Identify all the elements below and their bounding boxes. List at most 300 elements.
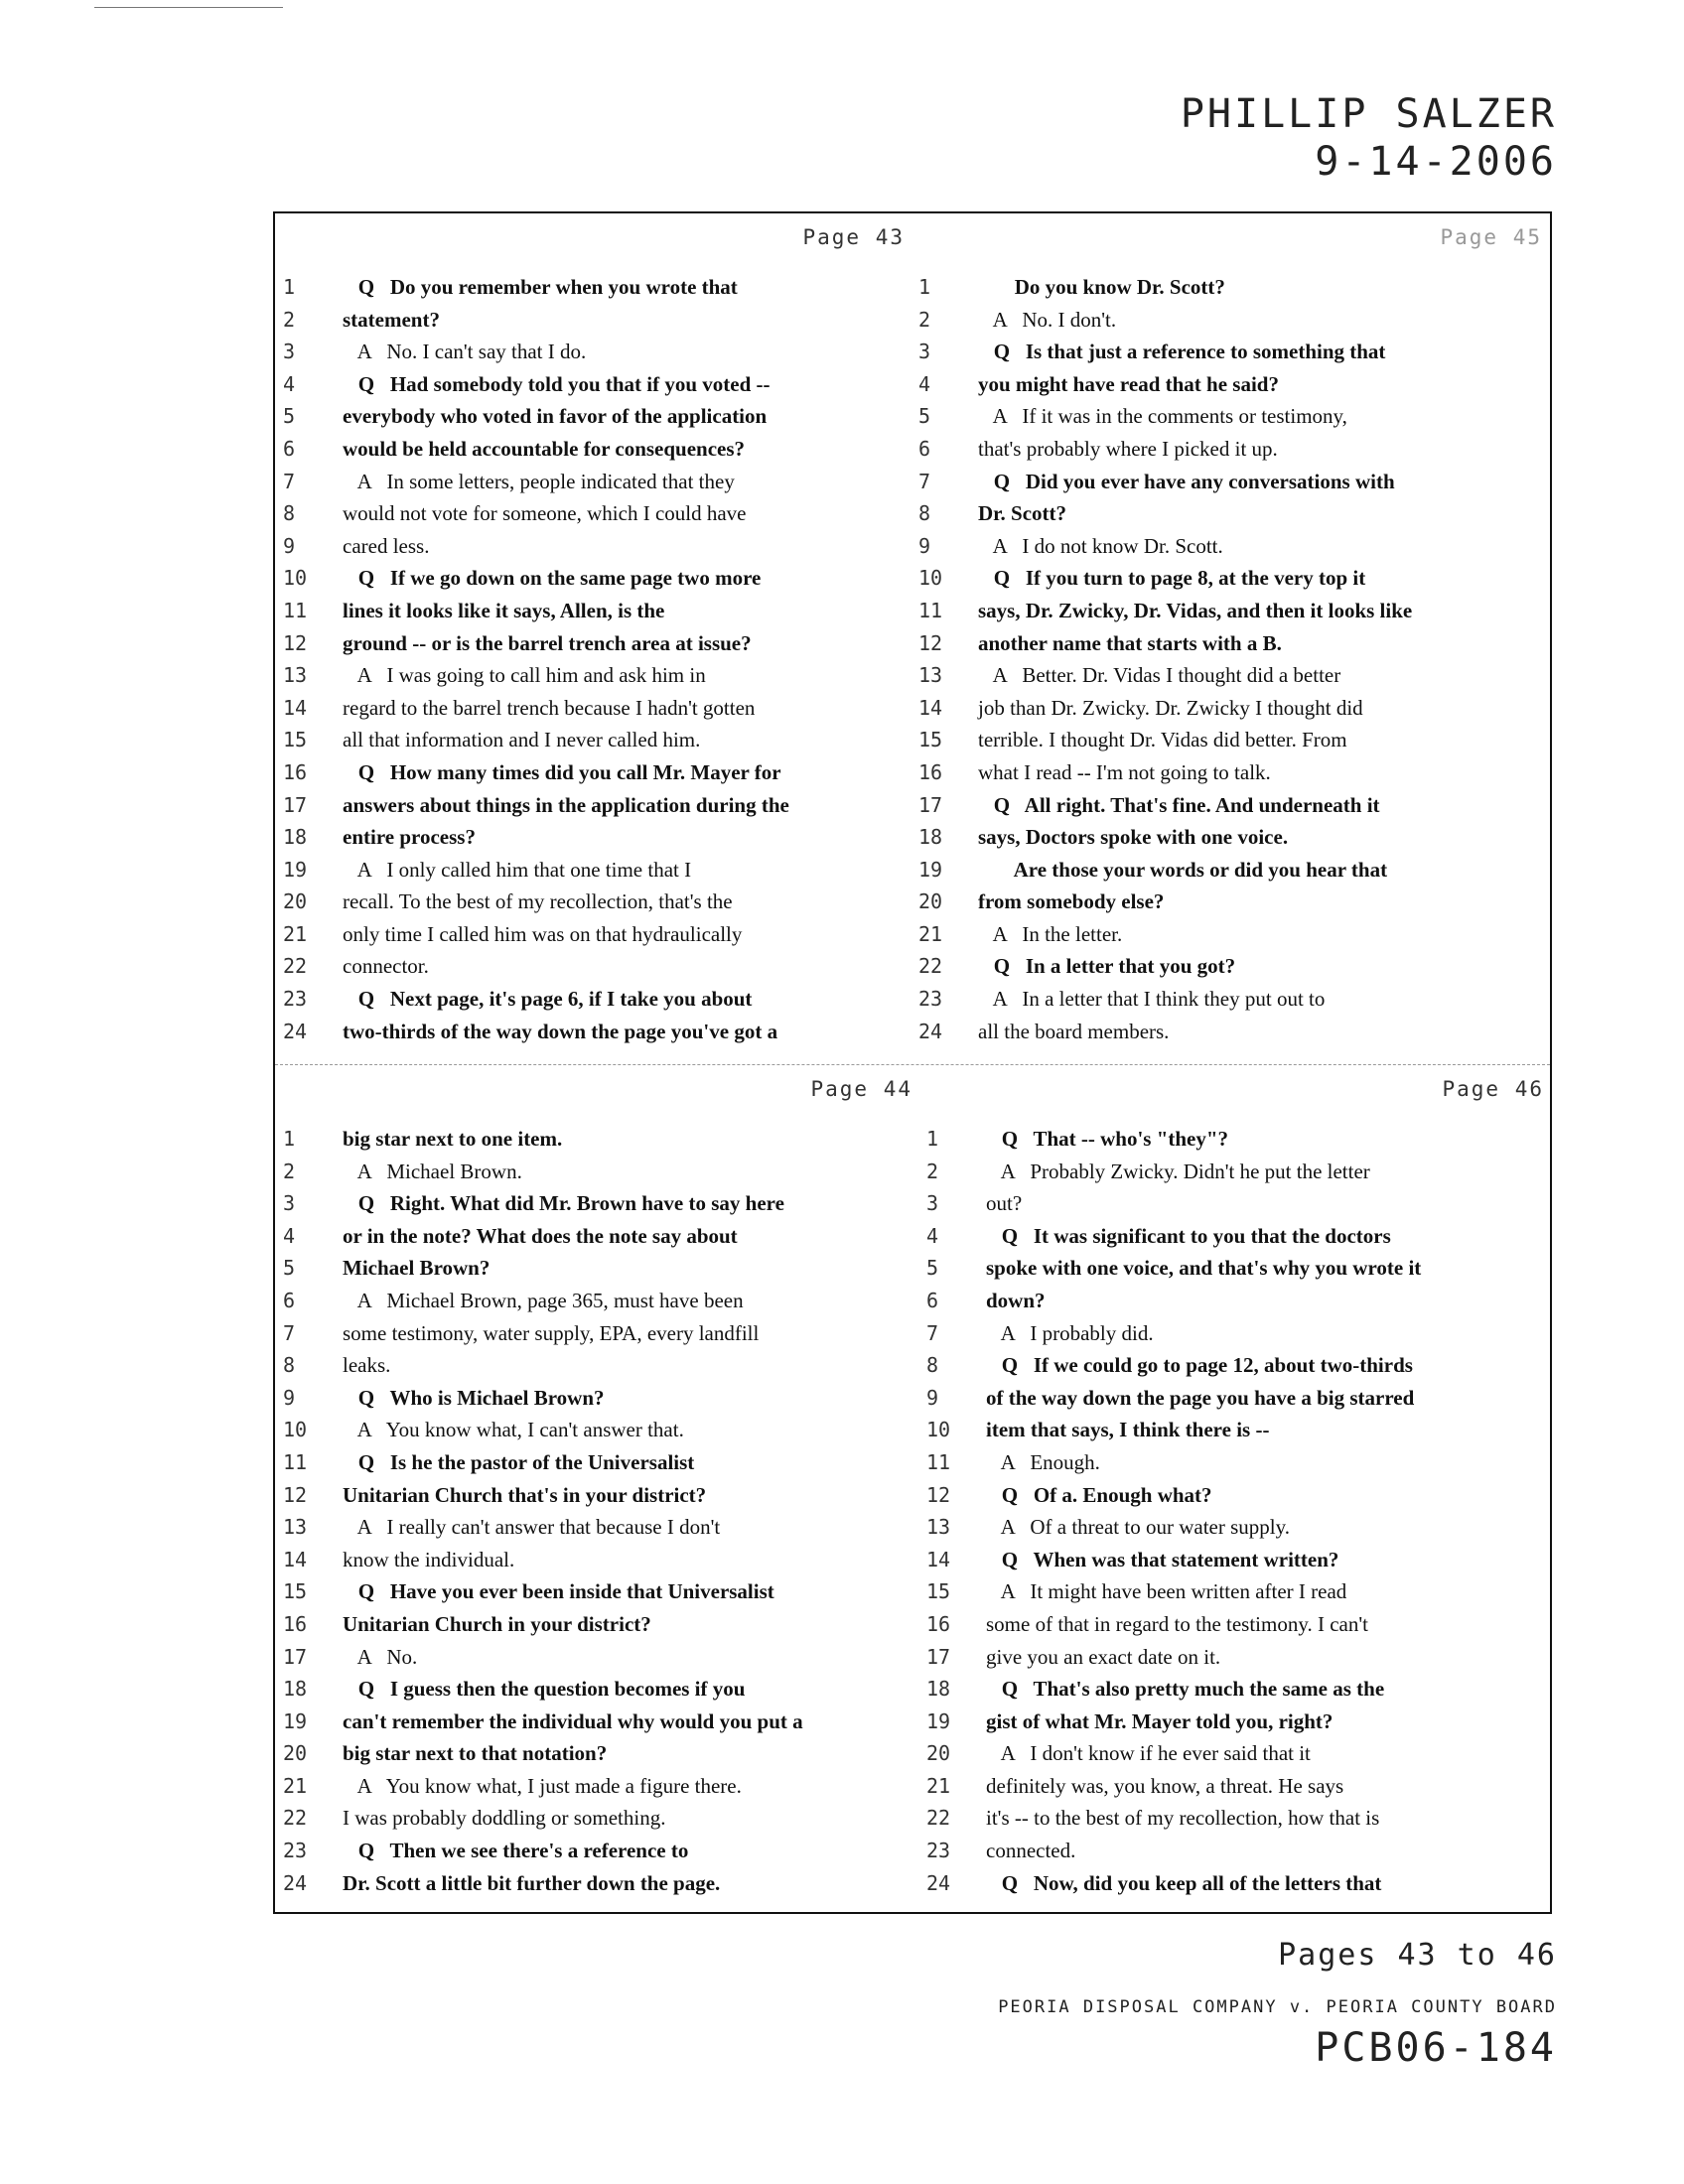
transcript-line	[926, 1770, 1552, 1803]
transcript-line	[926, 1220, 1552, 1253]
line-number: 20	[283, 889, 308, 914]
transcript-line	[283, 1187, 926, 1220]
line-list	[918, 271, 1550, 1047]
line-text: recall. To the best of my recollection, that's the	[343, 889, 733, 914]
line-text: two-thirds of the way down the page you've got a	[343, 1019, 778, 1043]
transcript-line	[283, 530, 918, 563]
line-number: 5	[283, 1256, 296, 1281]
line-text: Dr. Scott a little bit further down the page.	[343, 1870, 721, 1895]
case-number: PCB06-184	[1315, 2025, 1557, 2071]
line-text: Unitarian Church that's in your district?	[343, 1482, 707, 1507]
line-number: 23	[283, 1839, 308, 1863]
transcript-line	[926, 1673, 1552, 1706]
line-text: Q Who is Michael Brown?	[343, 1385, 605, 1410]
line-number: 23	[283, 987, 308, 1012]
transcript-line	[926, 1706, 1552, 1738]
transcript-line	[926, 1737, 1552, 1770]
line-text: A I do not know Dr. Scott.	[978, 533, 1223, 558]
line-number: 5	[926, 1256, 939, 1281]
line-number: 12	[926, 1482, 951, 1507]
line-text: A I was going to call him and ask him in	[343, 663, 706, 688]
line-list	[283, 1123, 926, 1899]
line-text: definitely was, you know, a threat. He says	[986, 1773, 1344, 1798]
line-number: 11	[926, 1449, 951, 1474]
transcript-line	[283, 1544, 926, 1576]
line-text: you might have read that he said?	[978, 371, 1279, 396]
transcript-line	[918, 950, 1550, 983]
line-text: says, Dr. Zwicky, Dr. Vidas, and then it looks like	[978, 598, 1413, 622]
line-number: 21	[283, 921, 308, 946]
line-text: Q Is he the pastor of the Universalist	[343, 1449, 695, 1474]
line-number: 7	[283, 469, 296, 493]
line-text: answers about things in the application during the	[343, 792, 789, 817]
line-number: 3	[283, 1191, 296, 1216]
line-number: 9	[283, 533, 296, 558]
transcript-line	[926, 1285, 1552, 1317]
line-number: 8	[283, 501, 296, 526]
line-text: A If it was in the comments or testimony,	[978, 404, 1347, 429]
line-number: 13	[918, 663, 943, 688]
line-number: 3	[926, 1191, 939, 1216]
line-text: it's -- to the best of my recollection, how that is	[986, 1806, 1380, 1831]
line-text: Q Did you ever have any conversations with	[978, 469, 1395, 493]
transcript-line	[283, 1867, 926, 1900]
line-text: entire process?	[343, 825, 476, 850]
line-number: 12	[283, 630, 308, 655]
line-text: A I don't know if he ever said that it	[986, 1741, 1311, 1766]
transcript-line	[283, 1382, 926, 1415]
transcript-line	[918, 562, 1550, 595]
transcript-line	[926, 1835, 1552, 1867]
transcript-line	[283, 1317, 926, 1350]
line-number: 4	[926, 1223, 939, 1248]
transcript-line	[283, 1511, 926, 1544]
line-number: 2	[283, 307, 296, 332]
line-text: A No. I don't.	[978, 307, 1117, 332]
line-text: item that says, I think there is --	[986, 1418, 1270, 1442]
line-number: 8	[918, 501, 931, 526]
line-number: 13	[283, 663, 308, 688]
line-text: Q Is that just a reference to something that	[978, 340, 1386, 364]
line-number: 9	[918, 533, 931, 558]
transcript-line	[918, 821, 1550, 854]
witness-name: PHILLIP SALZER	[1180, 91, 1557, 137]
line-number: 14	[283, 695, 308, 720]
transcript-line	[926, 1349, 1552, 1382]
transcript-line	[918, 595, 1550, 627]
line-text: Q Do you remember when you wrote that	[343, 275, 738, 299]
line-number: 19	[918, 857, 943, 882]
line-text: A I really can't answer that because I don't	[343, 1515, 721, 1540]
line-text: Dr. Scott?	[978, 501, 1067, 526]
line-number: 6	[283, 436, 296, 461]
transcript-line	[283, 1479, 926, 1512]
line-number: 1	[918, 275, 931, 299]
line-text: A In the letter.	[978, 921, 1123, 946]
line-number: 11	[283, 1449, 308, 1474]
line-number: 7	[918, 469, 931, 493]
line-text: A In some letters, people indicated that they	[343, 469, 735, 493]
transcript-line	[283, 1575, 926, 1608]
page-label: Page 46	[1442, 1077, 1544, 1101]
line-number: 14	[283, 1547, 308, 1571]
transcript-line	[283, 789, 918, 822]
transcript-line	[918, 1016, 1550, 1048]
line-text: Michael Brown?	[343, 1256, 491, 1281]
line-text: A Better. Dr. Vidas I thought did a better	[978, 663, 1341, 688]
transcript-line	[283, 368, 918, 401]
transcript-line	[283, 1016, 918, 1048]
line-text: big star next to that notation?	[343, 1741, 608, 1766]
line-number: 20	[283, 1741, 308, 1766]
transcript-line	[283, 466, 918, 498]
line-number: 14	[926, 1547, 951, 1571]
line-number: 14	[918, 695, 943, 720]
transcript-line	[926, 1575, 1552, 1608]
line-text: would not vote for someone, which I could have	[343, 501, 747, 526]
line-number: 3	[918, 340, 931, 364]
line-number: 3	[283, 340, 296, 364]
line-text: connected.	[986, 1839, 1076, 1863]
line-text: all that information and I never called him.	[343, 728, 701, 752]
line-number: 18	[283, 825, 308, 850]
line-text: down?	[986, 1288, 1046, 1312]
line-text: A No.	[343, 1644, 418, 1669]
transcript-line	[926, 1317, 1552, 1350]
line-text: cared less.	[343, 533, 430, 558]
line-text: gist of what Mr. Mayer told you, right?	[986, 1708, 1333, 1733]
transcript-line	[283, 1252, 926, 1285]
transcript-line	[283, 1349, 926, 1382]
transcript-line	[283, 1156, 926, 1188]
line-number: 6	[283, 1288, 296, 1312]
line-number: 2	[918, 307, 931, 332]
transcript-line	[918, 918, 1550, 951]
line-number: 12	[918, 630, 943, 655]
line-text: big star next to one item.	[343, 1127, 563, 1151]
line-text: or in the note? What does the note say about	[343, 1223, 738, 1248]
line-number: 11	[283, 598, 308, 622]
line-text: terrible. I thought Dr. Vidas did better. From	[978, 728, 1347, 752]
page-44-panel	[283, 1065, 926, 1911]
line-number: 23	[918, 987, 943, 1012]
line-number: 10	[918, 566, 943, 591]
transcript-line	[918, 659, 1550, 692]
line-number: 24	[283, 1019, 308, 1043]
line-text: A I only called him that one time that I	[343, 857, 692, 882]
transcript-line	[926, 1252, 1552, 1285]
line-number: 24	[283, 1870, 308, 1895]
line-number: 19	[283, 857, 308, 882]
line-text: give you an exact date on it.	[986, 1644, 1221, 1669]
line-number: 13	[283, 1515, 308, 1540]
line-text: Q In a letter that you got?	[978, 954, 1236, 979]
line-text: connector.	[343, 954, 429, 979]
line-text: Q Have you ever been inside that Universalist	[343, 1579, 774, 1604]
transcript-line	[283, 983, 918, 1016]
page-label: Page 45	[1440, 225, 1542, 249]
transcript-line	[918, 983, 1550, 1016]
transcript-line	[283, 918, 918, 951]
line-number: 5	[918, 404, 931, 429]
page-label: Page 43	[802, 225, 905, 249]
transcript-line	[926, 1382, 1552, 1415]
line-text: A Michael Brown.	[343, 1159, 522, 1183]
line-text: what I read -- I'm not going to talk.	[978, 759, 1271, 784]
line-number: 19	[926, 1708, 951, 1733]
page-label: Page 44	[810, 1077, 912, 1101]
line-number: 16	[283, 1611, 308, 1636]
transcript-line	[283, 950, 918, 983]
line-number: 9	[283, 1385, 296, 1410]
line-number: 17	[283, 792, 308, 817]
transcript-line	[918, 433, 1550, 466]
line-number: 20	[926, 1741, 951, 1766]
line-number: 4	[283, 371, 296, 396]
transcript-line	[918, 789, 1550, 822]
transcript-line	[283, 1737, 926, 1770]
line-text: Q When was that statement written?	[986, 1547, 1339, 1571]
page-45-panel	[918, 213, 1550, 1059]
transcript-line	[283, 562, 918, 595]
line-number: 2	[283, 1159, 296, 1183]
line-text: another name that starts with a B.	[978, 630, 1282, 655]
line-text: Q That -- who's "they"?	[986, 1127, 1229, 1151]
line-text: job than Dr. Zwicky. Dr. Zwicky I thought did	[978, 695, 1363, 720]
line-number: 7	[926, 1320, 939, 1345]
transcript-line	[283, 1835, 926, 1867]
line-text: would be held accountable for consequences?	[343, 436, 746, 461]
line-number: 18	[918, 825, 943, 850]
line-number: 6	[918, 436, 931, 461]
line-text: says, Doctors spoke with one voice.	[978, 825, 1289, 850]
transcript-line	[283, 271, 918, 304]
transcript-line	[918, 271, 1550, 304]
transcript-line	[283, 1123, 926, 1156]
line-text: out?	[986, 1191, 1023, 1216]
line-text: spoke with one voice, and that's why you wrote it	[986, 1256, 1422, 1281]
transcript-line	[918, 466, 1550, 498]
line-text: some testimony, water supply, EPA, every landfill	[343, 1320, 760, 1345]
line-text: leaks.	[343, 1353, 391, 1378]
line-text: A It might have been written after I read	[986, 1579, 1347, 1604]
transcript-line	[926, 1641, 1552, 1674]
line-text: A Michael Brown, page 365, must have been	[343, 1288, 744, 1312]
transcript-line	[283, 627, 918, 660]
transcript-line	[283, 595, 918, 627]
transcript-line	[283, 1414, 926, 1446]
line-text: all the board members.	[978, 1019, 1170, 1043]
line-number: 5	[283, 404, 296, 429]
line-number: 19	[283, 1708, 308, 1733]
transcript-line	[918, 756, 1550, 789]
line-list	[926, 1123, 1552, 1899]
line-text: Q Next page, it's page 6, if I take you about	[343, 987, 753, 1012]
line-number: 18	[926, 1677, 951, 1702]
line-text: Q Then we see there's a reference to	[343, 1839, 689, 1863]
transcript-line	[283, 433, 918, 466]
line-number: 17	[918, 792, 943, 817]
line-number: 10	[283, 1418, 308, 1442]
line-number: 16	[918, 759, 943, 784]
line-text: A Enough.	[986, 1449, 1100, 1474]
transcript-line	[283, 1285, 926, 1317]
line-text: A You know what, I just made a figure there.	[343, 1773, 742, 1798]
transcript-line	[918, 886, 1550, 918]
line-text: some of that in regard to the testimony. I can't	[986, 1611, 1368, 1636]
case-name: PEORIA DISPOSAL COMPANY v. PEORIA COUNTY BOARD	[998, 1997, 1557, 2017]
line-text: of the way down the page you have a big starred	[986, 1385, 1415, 1410]
line-text: A Of a threat to our water supply.	[986, 1515, 1290, 1540]
line-number: 15	[926, 1579, 951, 1604]
line-text: Q Of a. Enough what?	[986, 1482, 1212, 1507]
line-number: 4	[283, 1223, 296, 1248]
transcript-line	[283, 724, 918, 756]
line-number: 18	[283, 1677, 308, 1702]
line-number: 7	[283, 1320, 296, 1345]
line-number: 21	[926, 1773, 951, 1798]
transcript-line	[283, 1673, 926, 1706]
transcript-line	[283, 1706, 926, 1738]
line-number: 10	[926, 1418, 951, 1442]
line-text: Q That's also pretty much the same as the	[986, 1677, 1385, 1702]
transcript-line	[926, 1414, 1552, 1446]
line-number: 22	[283, 954, 308, 979]
line-number: 16	[926, 1611, 951, 1636]
line-number: 11	[918, 598, 943, 622]
line-number: 13	[926, 1515, 951, 1540]
line-text: Q How many times did you call Mr. Mayer for	[343, 759, 781, 784]
transcript-line	[918, 336, 1550, 368]
transcript-line	[283, 821, 918, 854]
line-number: 17	[283, 1644, 308, 1669]
line-text: Q Right. What did Mr. Brown have to say here	[343, 1191, 784, 1216]
transcript-line	[918, 627, 1550, 660]
transcript-line	[283, 400, 918, 433]
transcript-line	[926, 1802, 1552, 1835]
line-text: can't remember the individual why would you put a	[343, 1708, 803, 1733]
transcript-line	[283, 336, 918, 368]
line-number: 21	[918, 921, 943, 946]
line-text: Q All right. That's fine. And underneath it	[978, 792, 1380, 817]
line-number: 22	[283, 1806, 308, 1831]
line-number: 1	[283, 275, 296, 299]
transcript-line	[926, 1544, 1552, 1576]
line-text: that's probably where I picked it up.	[978, 436, 1278, 461]
line-list	[283, 271, 918, 1047]
top-rule	[94, 7, 283, 8]
line-text: Are those your words or did you hear that	[978, 857, 1388, 882]
transcript-line	[283, 1641, 926, 1674]
transcript-line	[926, 1867, 1552, 1900]
transcript-line	[918, 368, 1550, 401]
line-text: from somebody else?	[978, 889, 1165, 914]
line-text: ground -- or is the barrel trench area at issue?	[343, 630, 752, 655]
line-text: Unitarian Church in your district?	[343, 1611, 651, 1636]
transcript-line	[918, 854, 1550, 887]
transcript-line	[918, 724, 1550, 756]
line-number: 8	[926, 1353, 939, 1378]
line-number: 16	[283, 759, 308, 784]
line-text: Q Now, did you keep all of the letters that	[986, 1870, 1382, 1895]
line-number: 6	[926, 1288, 939, 1312]
line-number: 24	[926, 1870, 951, 1895]
line-text: Q Had somebody told you that if you voted --	[343, 371, 771, 396]
line-text: everybody who voted in favor of the application	[343, 404, 768, 429]
transcript-line	[926, 1123, 1552, 1156]
line-text: Q If you turn to page 8, at the very top it	[978, 566, 1366, 591]
line-number: 1	[283, 1127, 296, 1151]
transcript-line	[926, 1479, 1552, 1512]
transcript-line	[283, 1446, 926, 1479]
transcript-line	[918, 497, 1550, 530]
line-text: I was probably doddling or something.	[343, 1806, 666, 1831]
transcript-line	[283, 756, 918, 789]
line-number: 22	[918, 954, 943, 979]
transcript-line	[283, 1220, 926, 1253]
deposition-date: 9-14-2006	[1315, 139, 1557, 185]
line-number: 21	[283, 1773, 308, 1798]
transcript-line	[283, 659, 918, 692]
line-text: A No. I can't say that I do.	[343, 340, 587, 364]
line-text: Q It was significant to you that the doctors	[986, 1223, 1391, 1248]
transcript-line	[283, 1770, 926, 1803]
line-number: 15	[283, 728, 308, 752]
transcript-line	[918, 400, 1550, 433]
transcript-line	[283, 497, 918, 530]
transcript-line	[926, 1511, 1552, 1544]
transcript-frame	[273, 211, 1552, 1914]
line-text: lines it looks like it says, Allen, is the	[343, 598, 665, 622]
line-number: 1	[926, 1127, 939, 1151]
line-text: A You know what, I can't answer that.	[343, 1418, 684, 1442]
line-text: Q If we could go to page 12, about two-thirds	[986, 1353, 1413, 1378]
line-number: 12	[283, 1482, 308, 1507]
transcript-line	[283, 1802, 926, 1835]
line-text: regard to the barrel trench because I hadn't gotten	[343, 695, 756, 720]
transcript-line	[926, 1187, 1552, 1220]
line-number: 22	[926, 1806, 951, 1831]
transcript-line	[283, 886, 918, 918]
transcript-line	[918, 530, 1550, 563]
transcript-line	[926, 1608, 1552, 1641]
line-number: 15	[283, 1579, 308, 1604]
line-text: know the individual.	[343, 1547, 515, 1571]
line-number: 8	[283, 1353, 296, 1378]
line-text: A Probably Zwicky. Didn't he put the letter	[986, 1159, 1370, 1183]
line-text: statement?	[343, 307, 440, 332]
line-text: Do you know Dr. Scott?	[978, 275, 1225, 299]
line-number: 20	[918, 889, 943, 914]
line-number: 2	[926, 1159, 939, 1183]
line-number: 10	[283, 566, 308, 591]
page-43-panel	[283, 213, 918, 1059]
transcript-line	[283, 692, 918, 725]
line-text: only time I called him was on that hydraulically	[343, 921, 743, 946]
transcript-line	[283, 854, 918, 887]
transcript-line	[926, 1156, 1552, 1188]
line-number: 15	[918, 728, 943, 752]
line-text: A I probably did.	[986, 1320, 1154, 1345]
line-text: Q If we go down on the same page two more	[343, 566, 762, 591]
line-number: 17	[926, 1644, 951, 1669]
line-number: 9	[926, 1385, 939, 1410]
pages-range: Pages 43 to 46	[1278, 1938, 1557, 1973]
transcript-line	[926, 1446, 1552, 1479]
transcript-line	[283, 1608, 926, 1641]
transcript-line	[918, 692, 1550, 725]
line-number: 24	[918, 1019, 943, 1043]
